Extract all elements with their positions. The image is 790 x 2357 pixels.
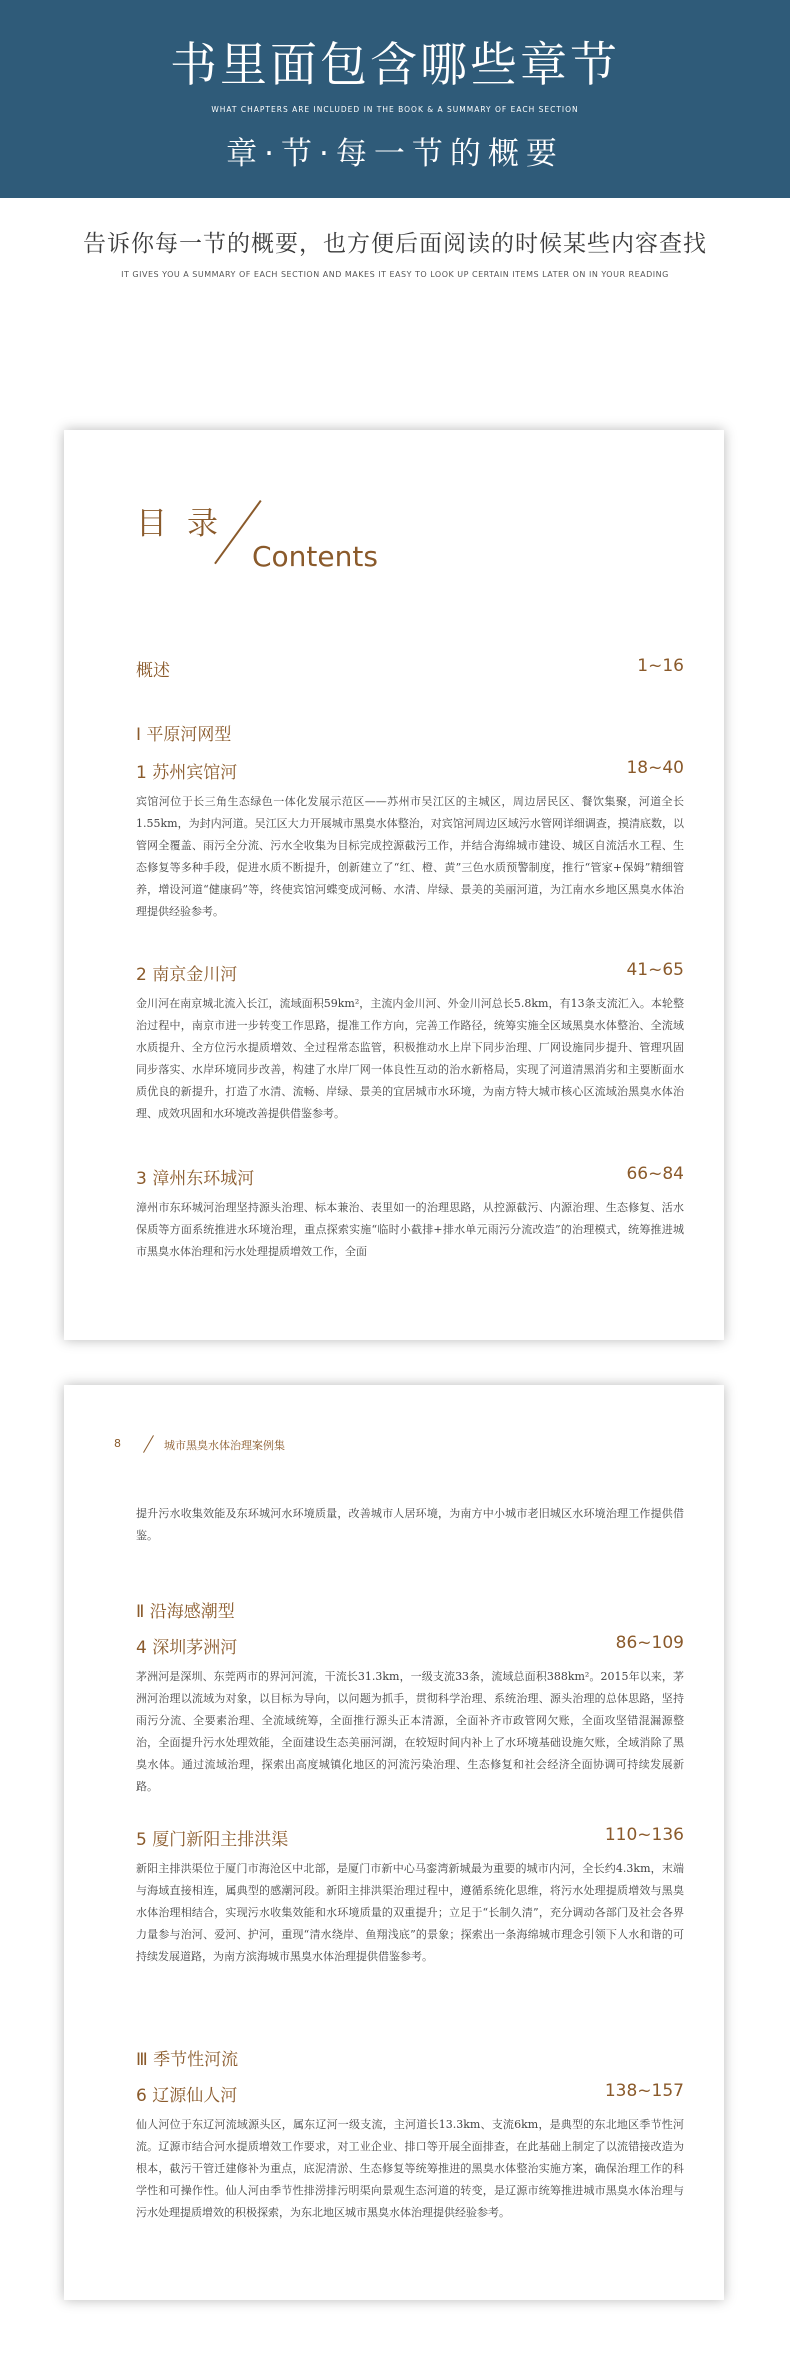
toc-entry-label: 3 漳州东环城河 bbox=[136, 1169, 255, 1189]
tagline-en: IT GIVES YOU A SUMMARY OF EACH SECTION AND MAKES IT EASY TO LOOK UP CERTAIN ITEMS LATER ON IN YOUR READING bbox=[121, 270, 669, 279]
section-summary: 金川河在南京城北流入长江，流域面积59km²，主流内金川河、外金川河总长5.8km，有13条支流汇入。本轮整治过程中，南京市进一步转变工作思路，提准工作方向，完善工作路径，统筹实施全区域黑臭水体整治、全流域水质提升、全方位污水提质增效、全过程常态监管，积极推动水上岸下同步治理、厂网设施同步提升、管理巩固同步落实、水岸环境同步改善，构建了水岸厂网一体良性互动的治水新格局，实现了河道清黑消劣和主要断面水质优良的新提升，打造了水清、流畅、岸绿、景美的宜居城市水环境，为南方特大城市核心区流域治黑臭水体治理、成效巩固和水环境改善提供借鉴参考。 bbox=[136, 997, 684, 1120]
toc-entry-label: 6 辽源仙人河 bbox=[136, 2086, 238, 2106]
section-summary: 漳州市东环城河治理坚持源头治理、标本兼治、表里如一的治理思路，从控源截污、内源治理、生态修复、活水保质等方面系统推进水环境治理，重点探索实施“临时小截排+排水单元雨污分流改造”的治理模式，统筹推进城市黑臭水体治理和污水处理提质增效工作，全面 bbox=[136, 1201, 684, 1258]
toc-entry-label: 5 厦门新阳主排洪渠 bbox=[136, 1830, 289, 1850]
toc-entry-pages: 138~157 bbox=[604, 2081, 684, 2101]
toc-entry-pages: 41~65 bbox=[626, 960, 684, 980]
running-header-slash bbox=[143, 1435, 154, 1453]
page-number: 8 bbox=[114, 1437, 121, 1450]
toc-entry-pages: 18~40 bbox=[626, 758, 684, 778]
part-label: Ⅲ 季节性河流 bbox=[136, 2050, 239, 2070]
section-summary: 仙人河位于东辽河流域源头区，属东辽河一级支流，主河道长13.3km、支流6km，是典型的东北地区季节性河流。辽源市结合河水提质增效工作要求，对工业企业、排口等开展全面排查，在此基础上制定了以流错接改造为根本，截污干管迁建修补为重点，底泥清淤、生态修复等统筹推进的黑臭水体整治实施方案，确保治理工作的科学性和可操作性。仙人河由季节性排涝排污明渠向景观生态河道的转变，是辽源市统筹推进城市黑臭水体治理与污水处理提质增效的积极探索，为东北地区城市黑臭水体治理提供经验参考。 bbox=[136, 2118, 684, 2219]
part-label: Ⅰ 平原河网型 bbox=[136, 725, 232, 745]
header-banner bbox=[0, 0, 790, 198]
section-summary: 宾馆河位于长三角生态绿色一体化发展示范区——苏州市吴江区的主城区，周边居民区、餐饮集聚，河道全长1.55km，为封内河道。吴江区大力开展城市黑臭水体整治，对宾馆河周边区域污水管网详细调查，摸清底数，以管网全覆盖、雨污全分流、污水全收集为目标完成控源截污工作，并结合海绵城市建设、城区自流活水工程、生态修复等多种手段，促进水质不断提升，创新建立了“红、橙、黄”三色水质预警制度，推行“管家+保姆”精细管养，增设河道“健康码”等，终使宾馆河蝶变成河畅、水清、岸绿、景美的美丽河道，为江南水乡地区黑臭水体治理提供经验参考。 bbox=[136, 795, 684, 918]
toc-entry-label: 2 南京金川河 bbox=[136, 965, 238, 985]
toc-entry-label: 概述 bbox=[136, 661, 170, 681]
book-page-contents bbox=[64, 430, 724, 1340]
tagline-cn: 告诉你每一节的概要，也方便后面阅读的时候某些内容查找 bbox=[83, 231, 707, 257]
toc-entry-pages: 66~84 bbox=[626, 1164, 684, 1184]
toc-entry-pages: 86~109 bbox=[615, 1633, 684, 1653]
part-label: Ⅱ 沿海感潮型 bbox=[136, 1602, 235, 1622]
continued-summary: 提升污水收集效能及东环城河水环境质量，改善城市人居环境，为南方中小城市老旧城区水环境治理工作提供借鉴。 bbox=[136, 1507, 684, 1542]
banner-subtitle-en: WHAT CHAPTERS ARE INCLUDED IN THE BOOK & A SUMMARY OF EACH SECTION bbox=[211, 105, 579, 114]
toc-entry-label: 4 深圳茅洲河 bbox=[136, 1638, 238, 1658]
section-summary: 新阳主排洪渠位于厦门市海沧区中北部，是厦门市新中心马銮湾新城最为重要的城市内河，全长约4.3km，末端与海域直接相连，属典型的感潮河段。新阳主排洪渠治理过程中，遵循系统化思维，将污水处理提质增效与黑臭水体治理相结合，实现污水收集效能和水环境质量的双重提升；立足于“长制久清”，充分调动各部门及社会各界力量参与治河、爱河、护河，重现“清水绕岸、鱼翔浅底”的景象；探索出一条海绵城市理念引领下人水和谐的可持续发展道路，为南方滨海城市黑臭水体治理提供借鉴参考。 bbox=[136, 1862, 684, 1963]
toc-entry-label: 1 苏州宾馆河 bbox=[136, 763, 238, 783]
banner-subtitle-cn: 章·节·每一节的概要 bbox=[226, 136, 564, 172]
section-summary: 茅洲河是深圳、东莞两市的界河河流，干流长31.3km，一级支流33条，流域总面积388km²。2015年以来，茅洲河治理以流域为对象，以目标为导向，以问题为抓手，贯彻科学治理、系统治理、源头治理的总体思路，坚持雨污分流、全要素治理、全流域统筹，全面推行源头正本清源，全面补齐市政管网欠账，全面攻坚错混漏源整治，全面提升污水处理效能，全面建设生态美丽河湖，在较短时间内补上了水环境基础设施欠账，全域消除了黑臭水体。通过流域治理，探索出高度城镇化地区的河流污染治理、生态修复和社会经济全面协调可持续发展新路。 bbox=[136, 1670, 684, 1793]
banner-title: 书里面包含哪些章节 bbox=[170, 38, 620, 93]
toc-entry-pages: 110~136 bbox=[604, 1825, 684, 1845]
contents-heading bbox=[136, 498, 436, 588]
toc-entry-pages: 1~16 bbox=[637, 656, 684, 676]
contents-heading-cn: 目录 bbox=[136, 506, 238, 542]
contents-heading-en: Contents bbox=[252, 540, 378, 573]
book-page-8 bbox=[64, 1385, 724, 2300]
running-title: 城市黑臭水体治理案例集 bbox=[164, 1439, 285, 1452]
